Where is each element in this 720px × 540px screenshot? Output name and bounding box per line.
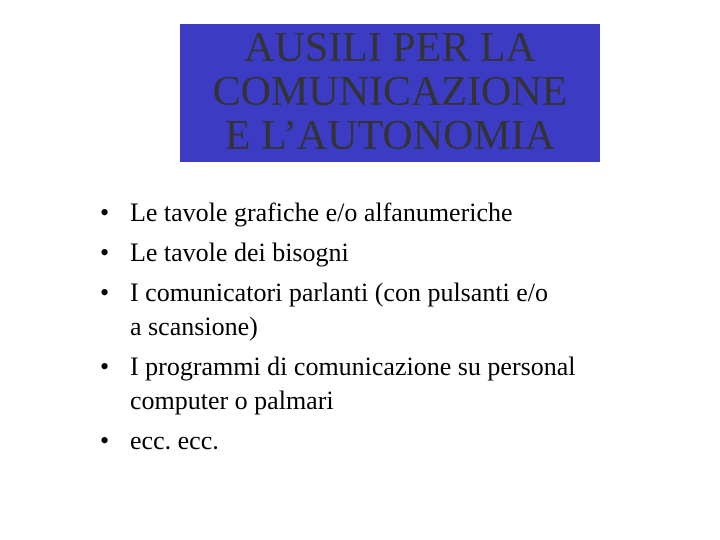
title-box bbox=[180, 24, 600, 162]
bullet-item-4 bbox=[100, 350, 700, 418]
bullet-item-2 bbox=[100, 236, 700, 270]
bullet-dot-icon: • bbox=[100, 278, 110, 307]
bullet-list bbox=[100, 196, 700, 464]
bullet-text: Le tavole dei bisogni bbox=[130, 238, 349, 267]
bullet-text-continuation: a scansione) bbox=[130, 312, 258, 341]
title-line-2: COMUNICAZIONE bbox=[212, 69, 568, 115]
bullet-text: I programmi di comunicazione su personal bbox=[130, 352, 576, 381]
bullet-dot-icon: • bbox=[100, 198, 110, 227]
bullet-text: ecc. ecc. bbox=[130, 426, 219, 455]
bullet-text: I comunicatori parlanti (con pulsanti e/o bbox=[130, 278, 549, 307]
bullet-item-1 bbox=[100, 196, 700, 230]
slide-title bbox=[180, 26, 600, 158]
bullet-item-5 bbox=[100, 424, 700, 458]
bullet-dot-icon: • bbox=[100, 238, 110, 267]
bullet-dot-icon: • bbox=[100, 352, 110, 381]
title-line-3: E L’AUTONOMIA bbox=[224, 113, 556, 159]
bullet-item-3 bbox=[100, 276, 700, 344]
bullet-text: Le tavole grafiche e/o alfanumeriche bbox=[130, 198, 513, 227]
bullet-dot-icon: • bbox=[100, 426, 110, 455]
bullet-text-continuation: computer o palmari bbox=[130, 386, 334, 415]
title-line-1: AUSILI PER LA bbox=[244, 25, 536, 71]
